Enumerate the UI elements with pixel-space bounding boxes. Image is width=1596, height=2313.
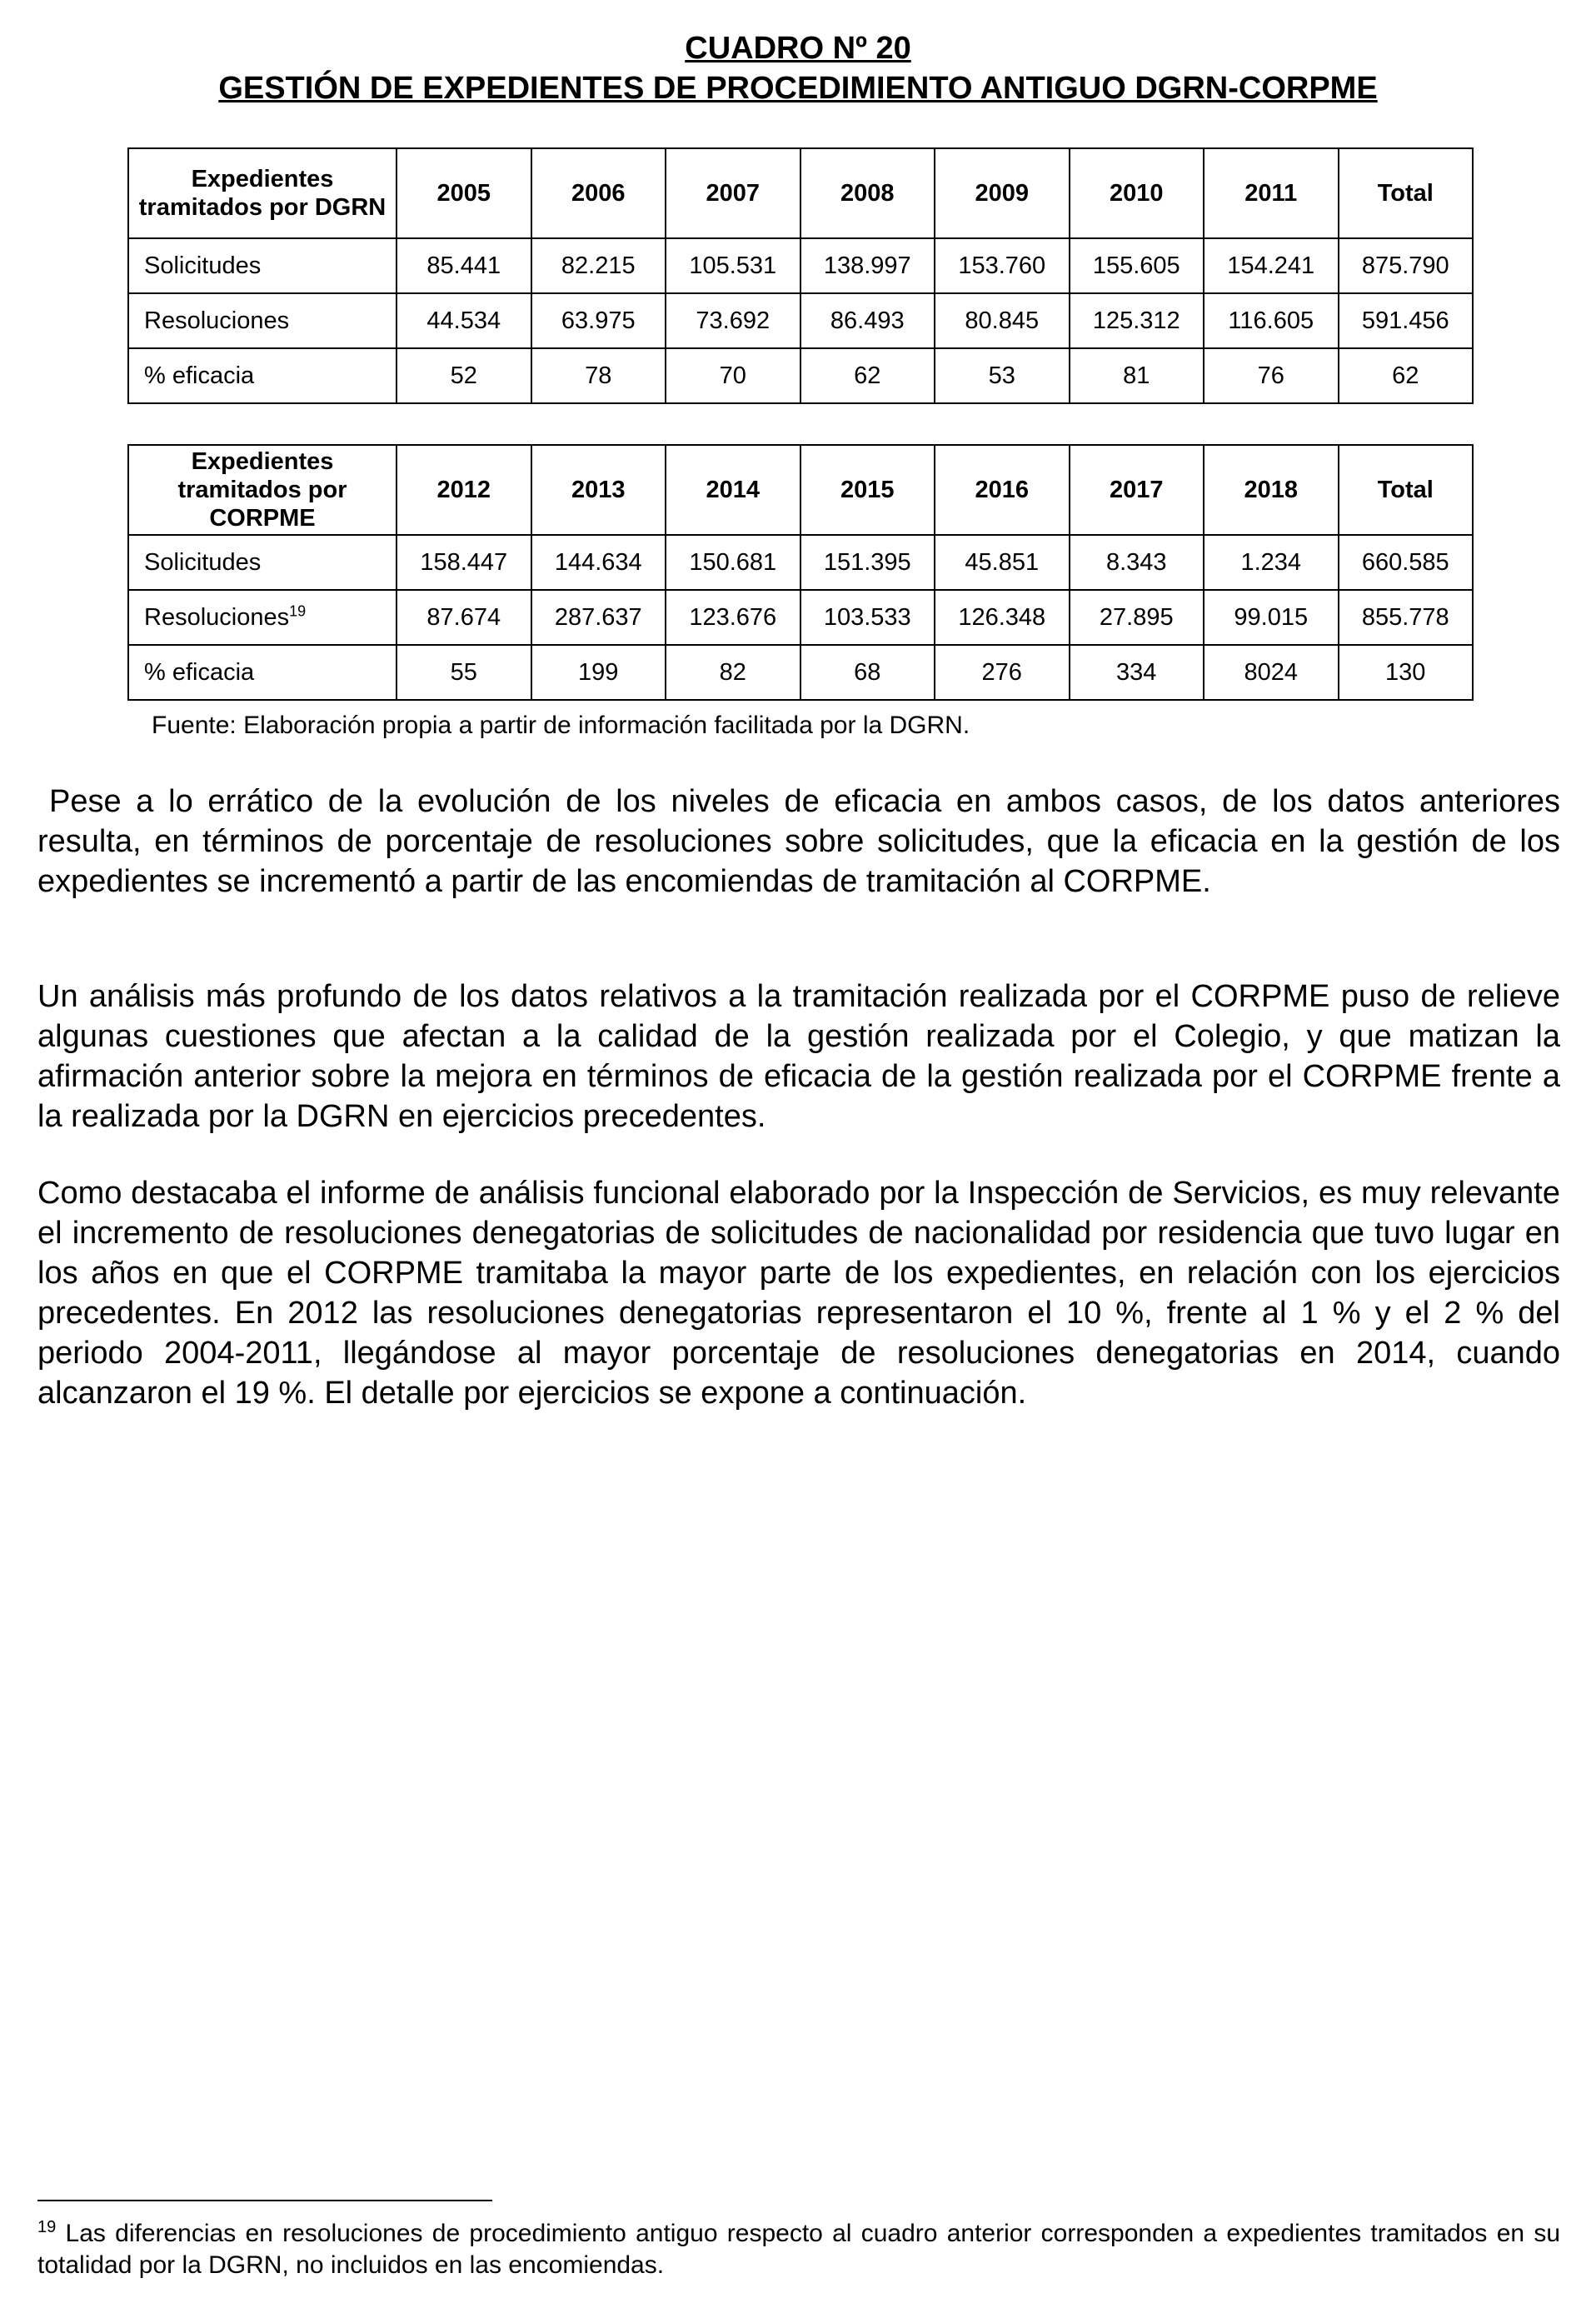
row-label-text: Resoluciones: [144, 603, 290, 631]
table-cell: 158.447: [397, 535, 531, 590]
table-cell: 150.681: [666, 535, 800, 590]
dgrn-table: [127, 147, 1474, 404]
table-cell: 78: [531, 348, 666, 403]
header-cell: 2006: [531, 148, 666, 238]
table-cell: 82.215: [531, 238, 666, 293]
table-cell: 144.634: [531, 535, 666, 590]
table-cell: 138.997: [800, 238, 935, 293]
header-cell: 2013: [531, 445, 666, 535]
table-cell: 52: [397, 348, 531, 403]
table-cell: 81: [1070, 348, 1204, 403]
table-cell: 8024: [1204, 645, 1339, 700]
table-cell: 27.895: [1070, 590, 1204, 645]
table-cell: 86.493: [800, 293, 935, 348]
header-cell: Total: [1339, 148, 1474, 238]
table-cell: 287.637: [531, 590, 666, 645]
header-cell: 2014: [666, 445, 800, 535]
corpme-table: [127, 444, 1474, 701]
row-label: % eficacia: [128, 348, 397, 403]
table-cell: 155.605: [1070, 238, 1204, 293]
footnote-text: Las diferencias en resoluciones de procedimiento antiguo respecto al cuadro anterior corresponden a expedientes tramitados en su totalidad por la DGRN, no incluidos en las encomiendas.: [37, 2220, 1560, 2279]
table-cell: 63.975: [531, 293, 666, 348]
table-cell: 660.585: [1339, 535, 1474, 590]
table-cell: 154.241: [1204, 238, 1339, 293]
body-paragraph: Un análisis más profundo de los datos relativos a la tramitación realizada por el CORPME puso de relieve algunas cuestiones que afectan a la calidad de la gestión realizada por el Colegio, y que matizan la afirmación anterior sobre la mejora en términos de eficacia de la gestión realizada por el CORPME frente a la realizada por la DGRN en ejercicios precedentes.: [37, 979, 1560, 1134]
table-cell: 70: [666, 348, 800, 403]
header-cell: 2017: [1070, 445, 1204, 535]
header-cell: 2007: [666, 148, 800, 238]
table-cell: 116.605: [1204, 293, 1339, 348]
footnote-number: 19: [37, 2218, 57, 2236]
table-cell: 8.343: [1070, 535, 1204, 590]
footnote-ref: 19: [289, 602, 307, 619]
table-cell: 45.851: [935, 535, 1070, 590]
table-cell: 875.790: [1339, 238, 1474, 293]
body-paragraph: Pese a lo errático de la evolución de los niveles de eficacia en ambos casos, de los datos anteriores resulta, en términos de porcentaje de resoluciones sobre solicitudes, que la eficacia en la gestión de los expedientes se incrementó a partir de las encomiendas de tramitación al CORPME.: [37, 784, 1560, 899]
table-row: [128, 348, 1473, 403]
footnote: [37, 2218, 1560, 2281]
table-cell: 55: [397, 645, 531, 700]
table-cell: 130: [1339, 645, 1474, 700]
table-row: [128, 293, 1473, 348]
table-row: [128, 535, 1473, 590]
row-label: Solicitudes: [128, 535, 397, 590]
table-header-row: [128, 445, 1473, 535]
row-label: % eficacia: [128, 645, 397, 700]
table-cell: 73.692: [666, 293, 800, 348]
header-cell: Expedientes tramitados por CORPME: [128, 445, 397, 535]
header-cell: 2009: [935, 148, 1070, 238]
table-cell: 199: [531, 645, 666, 700]
table-cell: 855.778: [1339, 590, 1474, 645]
table-title: GESTIÓN DE EXPEDIENTES DE PROCEDIMIENTO ANTIGUO DGRN-CORPME: [218, 71, 1378, 106]
table-cell: 80.845: [935, 293, 1070, 348]
header-cell: 2016: [935, 445, 1070, 535]
table-cell: 125.312: [1070, 293, 1204, 348]
header-cell: Total: [1339, 445, 1474, 535]
table-number-title: CUADRO Nº 20: [685, 31, 911, 66]
row-label: Solicitudes: [128, 238, 397, 293]
table-cell: 87.674: [397, 590, 531, 645]
header-cell: 2010: [1070, 148, 1204, 238]
table-cell: 62: [1339, 348, 1474, 403]
table-cell: 1.234: [1204, 535, 1339, 590]
table-cell: 123.676: [666, 590, 800, 645]
table-cell: 76: [1204, 348, 1339, 403]
table-row: [128, 238, 1473, 293]
table-cell: 82: [666, 645, 800, 700]
table-row: [128, 590, 1473, 645]
table-cell: 153.760: [935, 238, 1070, 293]
table-cell: 99.015: [1204, 590, 1339, 645]
header-cell: 2018: [1204, 445, 1339, 535]
table-cell: 62: [800, 348, 935, 403]
header-cell: 2005: [397, 148, 531, 238]
table-cell: 591.456: [1339, 293, 1474, 348]
table-cell: 126.348: [935, 590, 1070, 645]
table-cell: 85.441: [397, 238, 531, 293]
header-cell: 2012: [397, 445, 531, 535]
row-label: [128, 590, 397, 645]
header-cell: 2015: [800, 445, 935, 535]
table-cell: 276: [935, 645, 1070, 700]
table-cell: 44.534: [397, 293, 531, 348]
header-cell: Expedientes tramitados por DGRN: [128, 148, 397, 238]
header-cell: 2008: [800, 148, 935, 238]
table-cell: 103.533: [800, 590, 935, 645]
table-source-note: Fuente: Elaboración propia a partir de información facilitada por la DGRN.: [152, 712, 970, 739]
header-cell: 2011: [1204, 148, 1339, 238]
table-cell: 105.531: [666, 238, 800, 293]
table-header-row: [128, 148, 1473, 238]
table-cell: 53: [935, 348, 1070, 403]
row-label: Resoluciones: [128, 293, 397, 348]
table-cell: 68: [800, 645, 935, 700]
table-cell: 151.395: [800, 535, 935, 590]
table-row: [128, 645, 1473, 700]
body-paragraph: Como destacaba el informe de análisis funcional elaborado por la Inspección de Servicios, es muy relevante el incremento de resoluciones denegatorias de solicitudes de nacionalidad por residencia que tuvo lugar en los años en que el CORPME tramitaba la mayor parte de los expedientes, en relación con los ejercicios precedentes. En 2012 las resoluciones denegatorias representaron el 10 %, frente al 1 % y el 2 % del periodo 2004-2011, llegándose al mayor porcentaje de resoluciones denegatorias en 2014, cuando alcanzaron el 19 %. El detalle por ejercicios se expone a continuación.: [37, 1176, 1560, 1411]
table-cell: 334: [1070, 645, 1204, 700]
footnote-separator: [37, 2200, 492, 2201]
